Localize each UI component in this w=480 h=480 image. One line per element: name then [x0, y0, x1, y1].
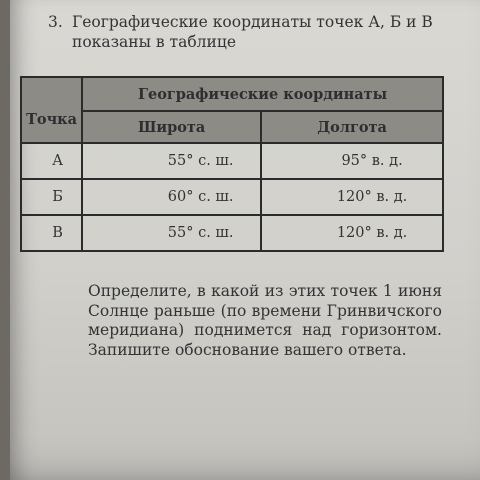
- table-subheader-row: [21, 111, 443, 143]
- point-column-header: Точка: [21, 77, 82, 143]
- task-line-2: Солнце раньше (по времени Гринвичского: [88, 301, 442, 320]
- latitude-cell: 55° с. ш.: [82, 143, 261, 179]
- point-cell: Б: [21, 179, 82, 215]
- coordinates-table: [20, 76, 444, 252]
- question-line-2: показаны в таблице: [72, 33, 236, 51]
- task-text: [88, 282, 442, 360]
- longitude-cell: 95° в. д.: [261, 143, 443, 179]
- latitude-cell: 60° с. ш.: [82, 179, 261, 215]
- table-row: [21, 143, 443, 179]
- latitude-cell: 55° с. ш.: [82, 215, 261, 251]
- question-text: [48, 12, 438, 52]
- question-number: 3.: [48, 13, 63, 31]
- table-header-row: [21, 77, 443, 111]
- longitude-column-header: Долгота: [261, 111, 443, 143]
- question-line-1: [48, 12, 438, 32]
- coordinates-group-header: Географические координаты: [82, 77, 443, 111]
- task-line-1: Определите, в какой из этих точек 1 июня: [88, 282, 442, 300]
- longitude-cell: 120° в. д.: [261, 215, 443, 251]
- task-line-3: меридиана) поднимется над горизонтом.: [88, 321, 442, 339]
- point-cell: В: [21, 215, 82, 251]
- latitude-column-header: Широта: [82, 111, 261, 143]
- paper-sheet: [10, 0, 480, 480]
- longitude-cell: 120° в. д.: [261, 179, 443, 215]
- table-row: [21, 215, 443, 251]
- point-cell: А: [21, 143, 82, 179]
- question-title: Географические координаты точек А, Б и В: [72, 13, 433, 31]
- task-line-4: Запишите обоснование вашего ответа.: [88, 340, 407, 359]
- table-row: [21, 179, 443, 215]
